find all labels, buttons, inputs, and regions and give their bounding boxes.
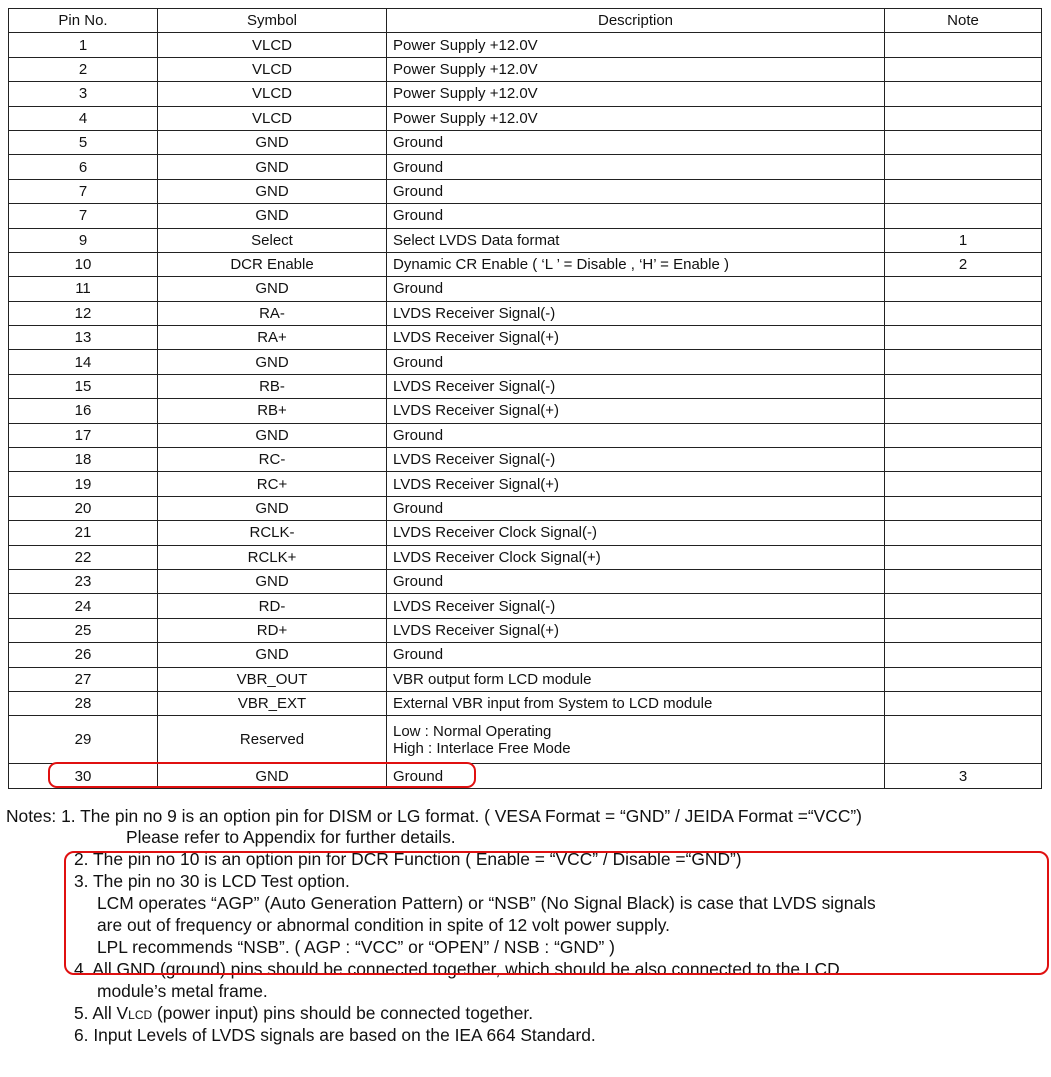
pin-cell: 4: [9, 106, 158, 130]
symbol-cell: GND: [158, 277, 387, 301]
table-row: [9, 204, 1042, 228]
symbol-cell: VBR_EXT: [158, 691, 387, 715]
note-1-line-1: Notes: 1. The pin no 9 is an option pin for DISM or LG format. ( VESA Format = “GND” / JEIDA Format =“VCC”): [6, 806, 862, 826]
symbol-cell: VLCD: [158, 82, 387, 106]
table-row: [9, 130, 1042, 154]
symbol-cell: DCR Enable: [158, 252, 387, 276]
pin-cell: 26: [9, 643, 158, 667]
description-cell: Ground: [387, 496, 885, 520]
note-cell: [885, 594, 1042, 618]
pin-cell: 28: [9, 691, 158, 715]
symbol-cell: RC+: [158, 472, 387, 496]
pin-cell: 2: [9, 57, 158, 81]
note-4-line-1: 4. All GND (ground) pins should be connected together, which should be also connected to the LCD: [74, 959, 840, 979]
symbol-cell: RCLK-: [158, 521, 387, 545]
note-cell: [885, 618, 1042, 642]
symbol-cell: RCLK+: [158, 545, 387, 569]
note-cell: [885, 57, 1042, 81]
pin-cell: 7: [9, 179, 158, 203]
note-cell: [885, 448, 1042, 472]
description-cell: Ground: [387, 350, 885, 374]
header-note: Note: [885, 9, 1042, 33]
symbol-cell: GND: [158, 423, 387, 447]
pin-cell: 17: [9, 423, 158, 447]
table-header-row: [9, 9, 1042, 33]
symbol-cell: VLCD: [158, 57, 387, 81]
table-row: [9, 521, 1042, 545]
description-cell: LVDS Receiver Signal(-): [387, 301, 885, 325]
table-row: [9, 374, 1042, 398]
pin-cell: 16: [9, 399, 158, 423]
description-cell: LVDS Receiver Signal(-): [387, 594, 885, 618]
note-cell: 1: [885, 228, 1042, 252]
note-cell: [885, 33, 1042, 57]
note-cell: [885, 106, 1042, 130]
pin-cell: 9: [9, 228, 158, 252]
symbol-cell: RD-: [158, 594, 387, 618]
note-cell: [885, 521, 1042, 545]
description-cell: Ground: [387, 179, 885, 203]
symbol-cell: GND: [158, 350, 387, 374]
description-cell: Ground: [387, 764, 885, 788]
symbol-cell: RA-: [158, 301, 387, 325]
pin-cell: 6: [9, 155, 158, 179]
note-cell: [885, 82, 1042, 106]
symbol-cell: RB-: [158, 374, 387, 398]
note-cell: [885, 399, 1042, 423]
note-5-vlcd-subscript: LCD: [128, 1008, 153, 1022]
note-3-line-3: are out of frequency or abnormal condition in spite of 12 volt power supply.: [97, 915, 670, 935]
symbol-cell: GND: [158, 155, 387, 179]
description-cell: LVDS Receiver Signal(+): [387, 399, 885, 423]
pin-cell: 3: [9, 82, 158, 106]
note-cell: [885, 204, 1042, 228]
table-row: [9, 350, 1042, 374]
description-cell: Ground: [387, 130, 885, 154]
pin-cell: 21: [9, 521, 158, 545]
note-cell: [885, 374, 1042, 398]
note-cell: [885, 155, 1042, 179]
note-3-line-2: LCM operates “AGP” (Auto Generation Pattern) or “NSB” (No Signal Black) is case that LVDS signals: [97, 893, 876, 913]
note-cell: [885, 277, 1042, 301]
description-cell: LVDS Receiver Signal(+): [387, 618, 885, 642]
pin-cell: 5: [9, 130, 158, 154]
symbol-cell: VLCD: [158, 33, 387, 57]
table-row: [9, 228, 1042, 252]
description-cell: VBR output form LCD module: [387, 667, 885, 691]
pin-cell: 22: [9, 545, 158, 569]
table-row: [9, 618, 1042, 642]
description-cell: Ground: [387, 155, 885, 179]
symbol-cell: RA+: [158, 326, 387, 350]
table-row: [9, 179, 1042, 203]
note-cell: [885, 326, 1042, 350]
symbol-cell: RC-: [158, 448, 387, 472]
symbol-cell: GND: [158, 204, 387, 228]
pin-cell: 20: [9, 496, 158, 520]
table-row: [9, 106, 1042, 130]
pin-cell: 11: [9, 277, 158, 301]
symbol-cell: RB+: [158, 399, 387, 423]
description-line-2: High : Interlace Free Mode: [393, 739, 571, 757]
table-row: [9, 277, 1042, 301]
symbol-cell: Select: [158, 228, 387, 252]
symbol-cell: RD+: [158, 618, 387, 642]
pin-cell: 13: [9, 326, 158, 350]
table-row: [9, 496, 1042, 520]
table-row: [9, 569, 1042, 593]
note-cell: [885, 350, 1042, 374]
pin-cell: 19: [9, 472, 158, 496]
table-row: [9, 643, 1042, 667]
symbol-cell: GND: [158, 764, 387, 788]
note-cell: [885, 691, 1042, 715]
table-row: [9, 594, 1042, 618]
table-row: [9, 667, 1042, 691]
description-cell: Select LVDS Data format: [387, 228, 885, 252]
table-row: [9, 472, 1042, 496]
note-cell: [885, 716, 1042, 764]
description-cell: LVDS Receiver Signal(-): [387, 374, 885, 398]
description-cell: Ground: [387, 204, 885, 228]
note-5: [74, 1003, 533, 1027]
note-cell: 2: [885, 252, 1042, 276]
symbol-cell: GND: [158, 643, 387, 667]
pin-cell: 30: [9, 764, 158, 788]
description-cell: [387, 716, 885, 764]
note-3-line-4: LPL recommends “NSB”. ( AGP : “VCC” or “OPEN” / NSB : “GND” ): [97, 937, 615, 957]
description-cell: Power Supply +12.0V: [387, 82, 885, 106]
note-cell: [885, 423, 1042, 447]
pin-cell: 1: [9, 33, 158, 57]
description-cell: LVDS Receiver Signal(-): [387, 448, 885, 472]
note-cell: [885, 472, 1042, 496]
pin-table: [8, 8, 1042, 789]
note-cell: [885, 545, 1042, 569]
description-cell: LVDS Receiver Signal(+): [387, 472, 885, 496]
pin-cell: 12: [9, 301, 158, 325]
note-cell: [885, 569, 1042, 593]
table-row: [9, 691, 1042, 715]
header-description: Description: [387, 9, 885, 33]
pin-cell: 14: [9, 350, 158, 374]
description-cell: Dynamic CR Enable ( ‘L ’ = Disable , ‘H’ = Enable ): [387, 252, 885, 276]
note-cell: 3: [885, 764, 1042, 788]
symbol-cell: GND: [158, 130, 387, 154]
note-cell: [885, 130, 1042, 154]
symbol-cell: GND: [158, 496, 387, 520]
table-row: [9, 448, 1042, 472]
pin-cell: 25: [9, 618, 158, 642]
note-cell: [885, 643, 1042, 667]
symbol-cell: Reserved: [158, 716, 387, 764]
table-row: [9, 301, 1042, 325]
note-2: 2. The pin no 10 is an option pin for DCR Function ( Enable = “VCC” / Disable =“GND”): [74, 849, 742, 869]
pin-cell: 27: [9, 667, 158, 691]
description-line-1: Low : Normal Operating: [393, 722, 552, 740]
header-pin-no: Pin No.: [9, 9, 158, 33]
table-row: [9, 82, 1042, 106]
pin-rows: [9, 33, 1042, 716]
description-cell: LVDS Receiver Clock Signal(-): [387, 521, 885, 545]
description-cell: Power Supply +12.0V: [387, 57, 885, 81]
note-3-line-1: 3. The pin no 30 is LCD Test option.: [74, 871, 350, 891]
pin-cell: 23: [9, 569, 158, 593]
note-cell: [885, 301, 1042, 325]
description-cell: LVDS Receiver Signal(+): [387, 326, 885, 350]
description-cell: Ground: [387, 643, 885, 667]
description-cell: Power Supply +12.0V: [387, 106, 885, 130]
symbol-cell: VBR_OUT: [158, 667, 387, 691]
pin-cell: 24: [9, 594, 158, 618]
description-cell: Ground: [387, 569, 885, 593]
pin-cell: 29: [9, 716, 158, 764]
symbol-cell: GND: [158, 179, 387, 203]
table-row: [9, 252, 1042, 276]
note-6: 6. Input Levels of LVDS signals are based on the IEA 664 Standard.: [74, 1025, 596, 1045]
table-row: [9, 423, 1042, 447]
description-cell: External VBR input from System to LCD module: [387, 691, 885, 715]
table-row: [9, 33, 1042, 57]
description-cell: LVDS Receiver Clock Signal(+): [387, 545, 885, 569]
table-row-30: [9, 764, 1042, 788]
table-row: [9, 399, 1042, 423]
pin-cell: 10: [9, 252, 158, 276]
note-4-line-2: module’s metal frame.: [97, 981, 268, 1001]
note-5-suffix: (power input) pins should be connected together.: [152, 1003, 534, 1023]
note-cell: [885, 179, 1042, 203]
table-row-29: [9, 716, 1042, 764]
pin-cell: 7: [9, 204, 158, 228]
pin-cell: 15: [9, 374, 158, 398]
note-cell: [885, 496, 1042, 520]
description-cell: Power Supply +12.0V: [387, 33, 885, 57]
table-row: [9, 155, 1042, 179]
note-1-line-2: Please refer to Appendix for further details.: [126, 827, 456, 847]
description-cell: Ground: [387, 423, 885, 447]
table-row: [9, 57, 1042, 81]
header-symbol: Symbol: [158, 9, 387, 33]
table-row: [9, 545, 1042, 569]
pin-cell: 18: [9, 448, 158, 472]
note-cell: [885, 667, 1042, 691]
description-cell: Ground: [387, 277, 885, 301]
table-row: [9, 326, 1042, 350]
note-5-prefix: 5. All V: [74, 1003, 129, 1023]
symbol-cell: GND: [158, 569, 387, 593]
symbol-cell: VLCD: [158, 106, 387, 130]
